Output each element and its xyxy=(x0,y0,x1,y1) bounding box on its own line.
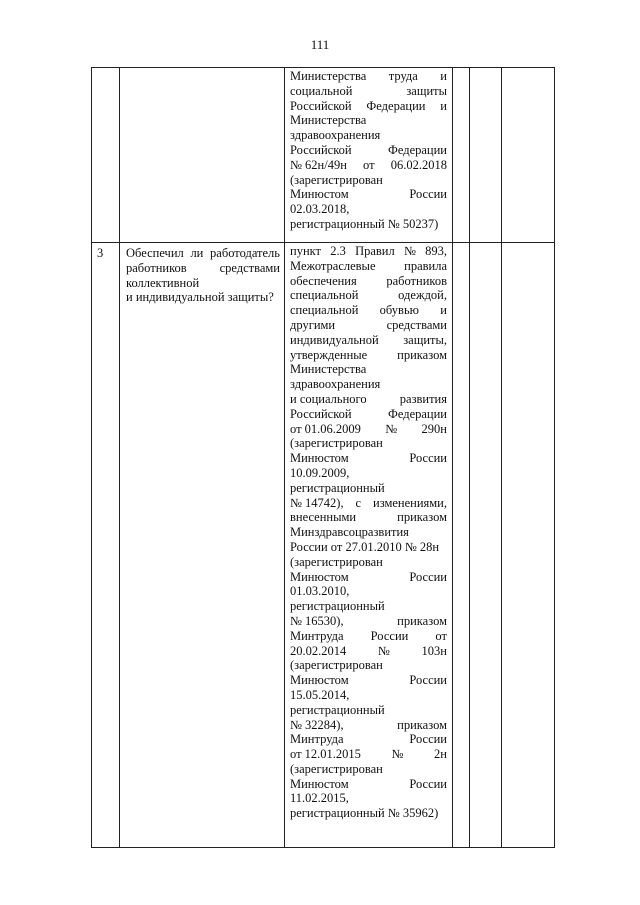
text-line xyxy=(126,261,280,276)
text-line xyxy=(290,555,447,570)
text-line xyxy=(290,510,447,525)
text-line xyxy=(290,158,447,173)
word: 893, xyxy=(425,244,447,258)
text-line xyxy=(290,333,447,348)
text-line xyxy=(290,658,447,673)
word: Российской xyxy=(290,406,352,421)
text-line xyxy=(290,422,447,437)
word: труда xyxy=(388,69,418,83)
text-line xyxy=(290,69,447,84)
row-number-cell xyxy=(92,243,120,848)
word: 103н xyxy=(421,643,447,658)
text-line xyxy=(290,777,447,792)
legal-reference-cell xyxy=(285,68,453,243)
text-line xyxy=(290,496,447,511)
text-line xyxy=(290,436,447,451)
notes-cell xyxy=(502,243,555,848)
word: (зарегистрирован xyxy=(290,436,383,451)
text-line xyxy=(290,377,447,392)
word: России xyxy=(409,673,447,688)
text-line xyxy=(290,392,447,407)
text-line xyxy=(290,540,447,555)
text-line xyxy=(290,187,447,202)
word: 10.09.2009, xyxy=(290,465,350,480)
word: 01.03.2010, xyxy=(290,584,350,599)
text-line xyxy=(290,274,447,289)
text-line xyxy=(290,481,447,496)
word: изменениями, xyxy=(373,495,447,510)
word: № 62н/49н xyxy=(290,157,347,172)
text-line xyxy=(290,762,447,777)
question-cell xyxy=(120,68,285,243)
word: здравоохранения xyxy=(290,377,381,392)
word: Минюстом xyxy=(290,776,349,791)
text-line xyxy=(290,688,447,703)
word: обеспечения xyxy=(290,273,357,288)
word: России xyxy=(409,776,447,791)
text-line xyxy=(290,407,447,422)
word: России xyxy=(409,732,447,747)
word: 290н xyxy=(421,421,447,436)
word: Министерства xyxy=(290,362,367,377)
word: от xyxy=(363,157,375,172)
word: Минтруда xyxy=(290,732,344,747)
word: с xyxy=(355,495,362,510)
word: Министерства xyxy=(290,113,367,128)
word: 11.02.2015, xyxy=(290,791,349,806)
word: регистрационный xyxy=(290,599,385,614)
word: России xyxy=(370,628,409,643)
word: пункт xyxy=(290,244,321,258)
word: Минтруда xyxy=(290,628,344,643)
text-line xyxy=(290,584,447,599)
text-line xyxy=(290,259,447,274)
word: и xyxy=(440,98,447,113)
word: России xyxy=(409,187,447,202)
word: коллективной xyxy=(126,275,200,290)
answer-yes-cell xyxy=(453,68,470,243)
word: № 14742), xyxy=(290,495,344,510)
word: (зарегистрирован xyxy=(290,172,383,187)
word: специальной xyxy=(290,303,359,318)
row-number: 3 xyxy=(97,246,104,260)
word: Минюстом xyxy=(290,569,349,584)
word: внесенными xyxy=(290,510,357,525)
question-text xyxy=(120,68,284,71)
word: приказом xyxy=(397,347,447,362)
word: утвержденные xyxy=(290,347,368,362)
text-line xyxy=(290,173,447,188)
text-line xyxy=(126,246,280,261)
word: Обеспечил xyxy=(126,246,184,260)
word: Правил xyxy=(355,244,395,258)
word: 15.05.2014, xyxy=(290,687,350,702)
legal-reference-text xyxy=(285,68,452,232)
word: № xyxy=(377,643,390,658)
word: развития xyxy=(399,391,447,406)
word: № xyxy=(391,747,404,762)
word: специальной xyxy=(290,288,359,303)
text-line xyxy=(290,599,447,614)
word: № 16530), xyxy=(290,613,344,628)
text-line xyxy=(290,348,447,363)
word: Федерации xyxy=(366,98,426,113)
row-number xyxy=(92,68,119,71)
word: и индивидуальной защиты? xyxy=(126,290,274,305)
text-line xyxy=(290,525,447,540)
word: социальной xyxy=(290,83,353,98)
text-line xyxy=(290,718,447,733)
word: правила xyxy=(404,258,447,273)
text-line xyxy=(126,290,280,305)
word: от xyxy=(435,628,447,643)
word: России от 27.01.2010 № 28н xyxy=(290,539,440,554)
word: Министерства xyxy=(290,69,367,83)
text-line xyxy=(290,303,447,318)
word: Межотраслевые xyxy=(290,258,376,273)
word: здравоохранения xyxy=(290,128,381,143)
answer-no-cell xyxy=(470,68,502,243)
text-line xyxy=(290,703,447,718)
word: от 12.01.2015 xyxy=(290,747,361,762)
word: и xyxy=(440,69,447,83)
word: приказом xyxy=(397,510,447,525)
text-line xyxy=(290,318,447,333)
answer-no-cell xyxy=(470,243,502,848)
word: приказом xyxy=(397,717,447,732)
word: № xyxy=(385,421,398,436)
word: № xyxy=(403,244,416,258)
word: регистрационный xyxy=(290,702,385,717)
word: приказом xyxy=(397,613,447,628)
word: России xyxy=(409,451,447,466)
word: защиты xyxy=(406,83,447,98)
text-line xyxy=(290,128,447,143)
word: ли xyxy=(190,246,204,260)
word: Минюстом xyxy=(290,187,349,202)
legal-reference-cell xyxy=(285,243,453,848)
question-text xyxy=(120,243,284,305)
text-line xyxy=(290,113,447,128)
row-number-cell xyxy=(92,68,120,243)
notes-cell xyxy=(502,68,555,243)
word: № 32284), xyxy=(290,717,344,732)
text-line xyxy=(290,99,447,114)
word: регистрационный № 35962) xyxy=(290,806,439,821)
text-line xyxy=(290,466,447,481)
word: защиты, xyxy=(403,332,447,347)
text-line xyxy=(290,570,447,585)
text-line xyxy=(290,673,447,688)
word: средствами xyxy=(219,260,280,275)
word: Федерации xyxy=(387,406,447,421)
text-line xyxy=(290,732,447,747)
page-number: 111 xyxy=(310,37,330,52)
word: работодатель xyxy=(210,246,280,260)
word: (зарегистрирован xyxy=(290,554,383,569)
text-line xyxy=(290,362,447,377)
text-line xyxy=(290,244,447,259)
word: (зарегистрирован xyxy=(290,658,383,673)
word: Минздравсоцразвития xyxy=(290,525,409,540)
word: 20.02.2014 xyxy=(290,643,347,658)
word: и xyxy=(440,303,447,318)
text-line xyxy=(290,747,447,762)
word: одеждой, xyxy=(398,288,447,303)
word: работников xyxy=(126,260,187,275)
word: России xyxy=(409,569,447,584)
word: 2н xyxy=(434,747,447,762)
word: регистрационный xyxy=(290,480,385,495)
word: Минюстом xyxy=(290,673,349,688)
requirements-table xyxy=(91,67,555,848)
text-line xyxy=(290,202,447,217)
word: Российской xyxy=(290,98,352,113)
word: 06.02.2018 xyxy=(390,157,447,172)
text-line xyxy=(290,143,447,158)
legal-reference-text xyxy=(285,243,452,821)
table-row xyxy=(92,243,555,848)
word: другими xyxy=(290,317,336,332)
text-line xyxy=(290,84,447,99)
text-line xyxy=(126,276,280,291)
table-row xyxy=(92,68,555,243)
word: от 01.06.2009 xyxy=(290,421,361,436)
text-line xyxy=(290,217,447,232)
word: Российской xyxy=(290,142,352,157)
text-line xyxy=(290,288,447,303)
answer-yes-cell xyxy=(453,243,470,848)
word: обувью xyxy=(379,303,419,318)
word: регистрационный № 50237) xyxy=(290,216,439,231)
text-line xyxy=(290,629,447,644)
word: и социального xyxy=(290,391,367,406)
text-line xyxy=(290,806,447,821)
word: индивидуальной xyxy=(290,332,379,347)
text-line xyxy=(290,614,447,629)
word: 2.3 xyxy=(330,244,346,258)
word: работников xyxy=(386,273,447,288)
word: средствами xyxy=(386,317,447,332)
word: Федерации xyxy=(387,142,447,157)
text-line xyxy=(290,791,447,806)
text-line xyxy=(290,644,447,659)
question-cell xyxy=(120,243,285,848)
word: Минюстом xyxy=(290,451,349,466)
word: (зарегистрирован xyxy=(290,761,383,776)
text-line xyxy=(290,451,447,466)
word: 02.03.2018, xyxy=(290,202,350,217)
